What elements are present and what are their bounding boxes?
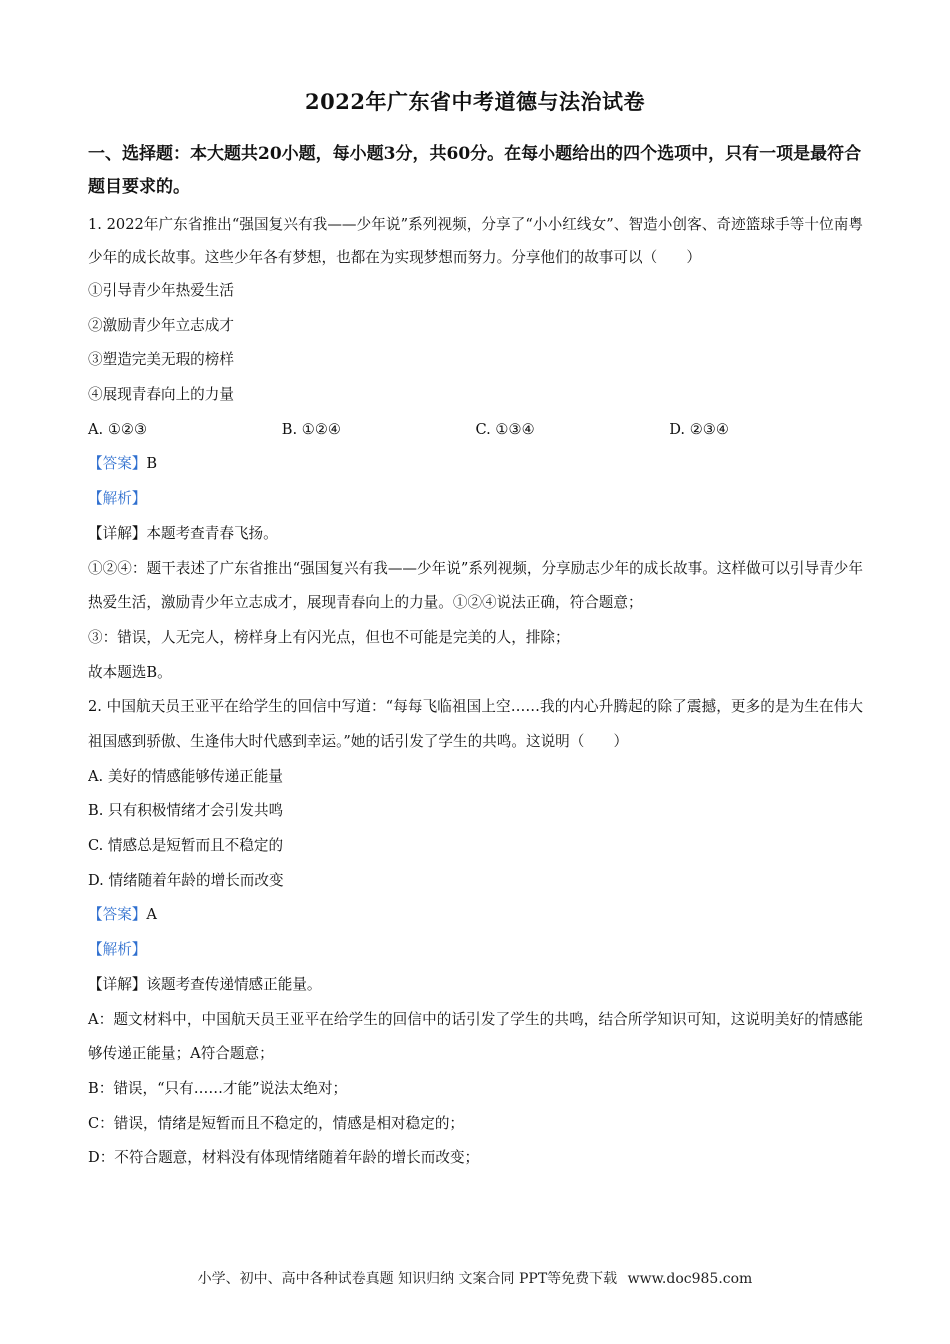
footer-url[interactable]: www.doc985.com (627, 1271, 753, 1287)
detail-line (88, 517, 863, 552)
question-stem: 2. 中国航天员王亚平在给学生的回信中写道：“每每飞临祖国上空……我的内心升腾起的除了震撼，更多的是为生在伟大祖国感到骄傲、生逢伟大时代感到幸运。”她的话引发了学生的共鸣。这说明（ ） (88, 698, 863, 750)
option-b: B. ①②④ (281, 420, 342, 438)
explanation-paragraph: A：题文材料中，中国航天员王亚平在给学生的回信中的话引发了学生的共鸣，结合所学知识可知，这说明美好的情感能够传递正能量；A符合题意； (88, 1010, 863, 1063)
answer-line (88, 898, 863, 933)
question-stem: 1. 2022年广东省推出“强国复兴有我——少年说”系列视频，分享了“小小红线女”、智造小创客、奇迹篮球手等十位南粤少年的成长故事。这些少年各有梦想，也都在为实现梦想而努力。分享他们的故事可以（ ） (88, 216, 863, 266)
statement-item: ①引导青少年热爱生活 (88, 282, 234, 299)
option-d: D. ②③④ (669, 420, 729, 438)
option-a: A. ①②③ (88, 420, 148, 438)
question-2 (88, 690, 863, 1176)
statement-item: ④展现青春向上的力量 (88, 386, 234, 404)
explanation-paragraph: ①②④：题干表述了广东省推出“强国复兴有我——少年说”系列视频，分享励志少年的成长故事。这样做可以引导青少年热爱生活，激励青少年立志成才，展现青春向上的力量。①②④说法正确，符合题意； (88, 559, 863, 612)
detail-tag: 【详解】 (88, 975, 147, 993)
answer-value: A (146, 906, 157, 924)
explanation-paragraph: B：错误，“只有……才能”说法太绝对； (88, 1079, 348, 1097)
questions-content (88, 208, 863, 1176)
detail-tag: 【详解】 (88, 524, 147, 542)
explanation-paragraph: 故本题选B。 (88, 663, 172, 681)
page-title: 2022年广东省中考道德与法治试卷 (305, 89, 645, 114)
option-d: D. 情绪随着年龄的增长而改变 (88, 871, 284, 889)
question-1 (88, 208, 863, 690)
answer-value: B (146, 455, 158, 473)
analysis-tag: 【解析】 (88, 941, 147, 959)
analysis-line (88, 933, 863, 968)
answer-tag: 【答案】 (88, 455, 147, 473)
analysis-tag: 【解析】 (88, 490, 147, 508)
footer-text: 小学、初中、高中各种试卷真题 知识归纳 文案合同 PPT等免费下载 (197, 1271, 618, 1287)
explanation-paragraph: ③：错误，人无完人，榜样身上有闪光点，但也不可能是完美的人，排除； (88, 628, 570, 646)
statement-item: ③塑造完美无瑕的榜样 (88, 351, 234, 369)
page-footer (0, 1268, 950, 1288)
analysis-line (88, 482, 863, 517)
detail-text: 本题考查青春飞扬。 (146, 524, 278, 542)
option-a: A. 美好的情感能够传递正能量 (88, 767, 283, 785)
explanation-paragraph: C：错误，情绪是短暂而且不稳定的，情感是相对稳定的； (88, 1114, 465, 1132)
detail-text: 该题考查传递情感正能量。 (146, 975, 322, 993)
answer-tag: 【答案】 (88, 906, 147, 924)
detail-line (88, 968, 863, 1003)
option-c: C. ①③④ (475, 420, 535, 438)
statement-item: ②激励青少年立志成才 (88, 316, 234, 334)
answer-line (88, 447, 863, 482)
section-header: 一、选择题：本大题共20小题，每小题3分，共60分。在每小题给出的四个选项中，只有一项是最符合题目要求的。 (88, 144, 862, 197)
option-c: C. 情感总是短暂而且不稳定的 (88, 837, 284, 855)
option-b: B. 只有积极情绪才会引发共鸣 (88, 802, 284, 820)
explanation-paragraph: D：不符合题意，材料没有体现情绪随着年龄的增长而改变； (88, 1149, 480, 1167)
options-row (88, 413, 863, 448)
